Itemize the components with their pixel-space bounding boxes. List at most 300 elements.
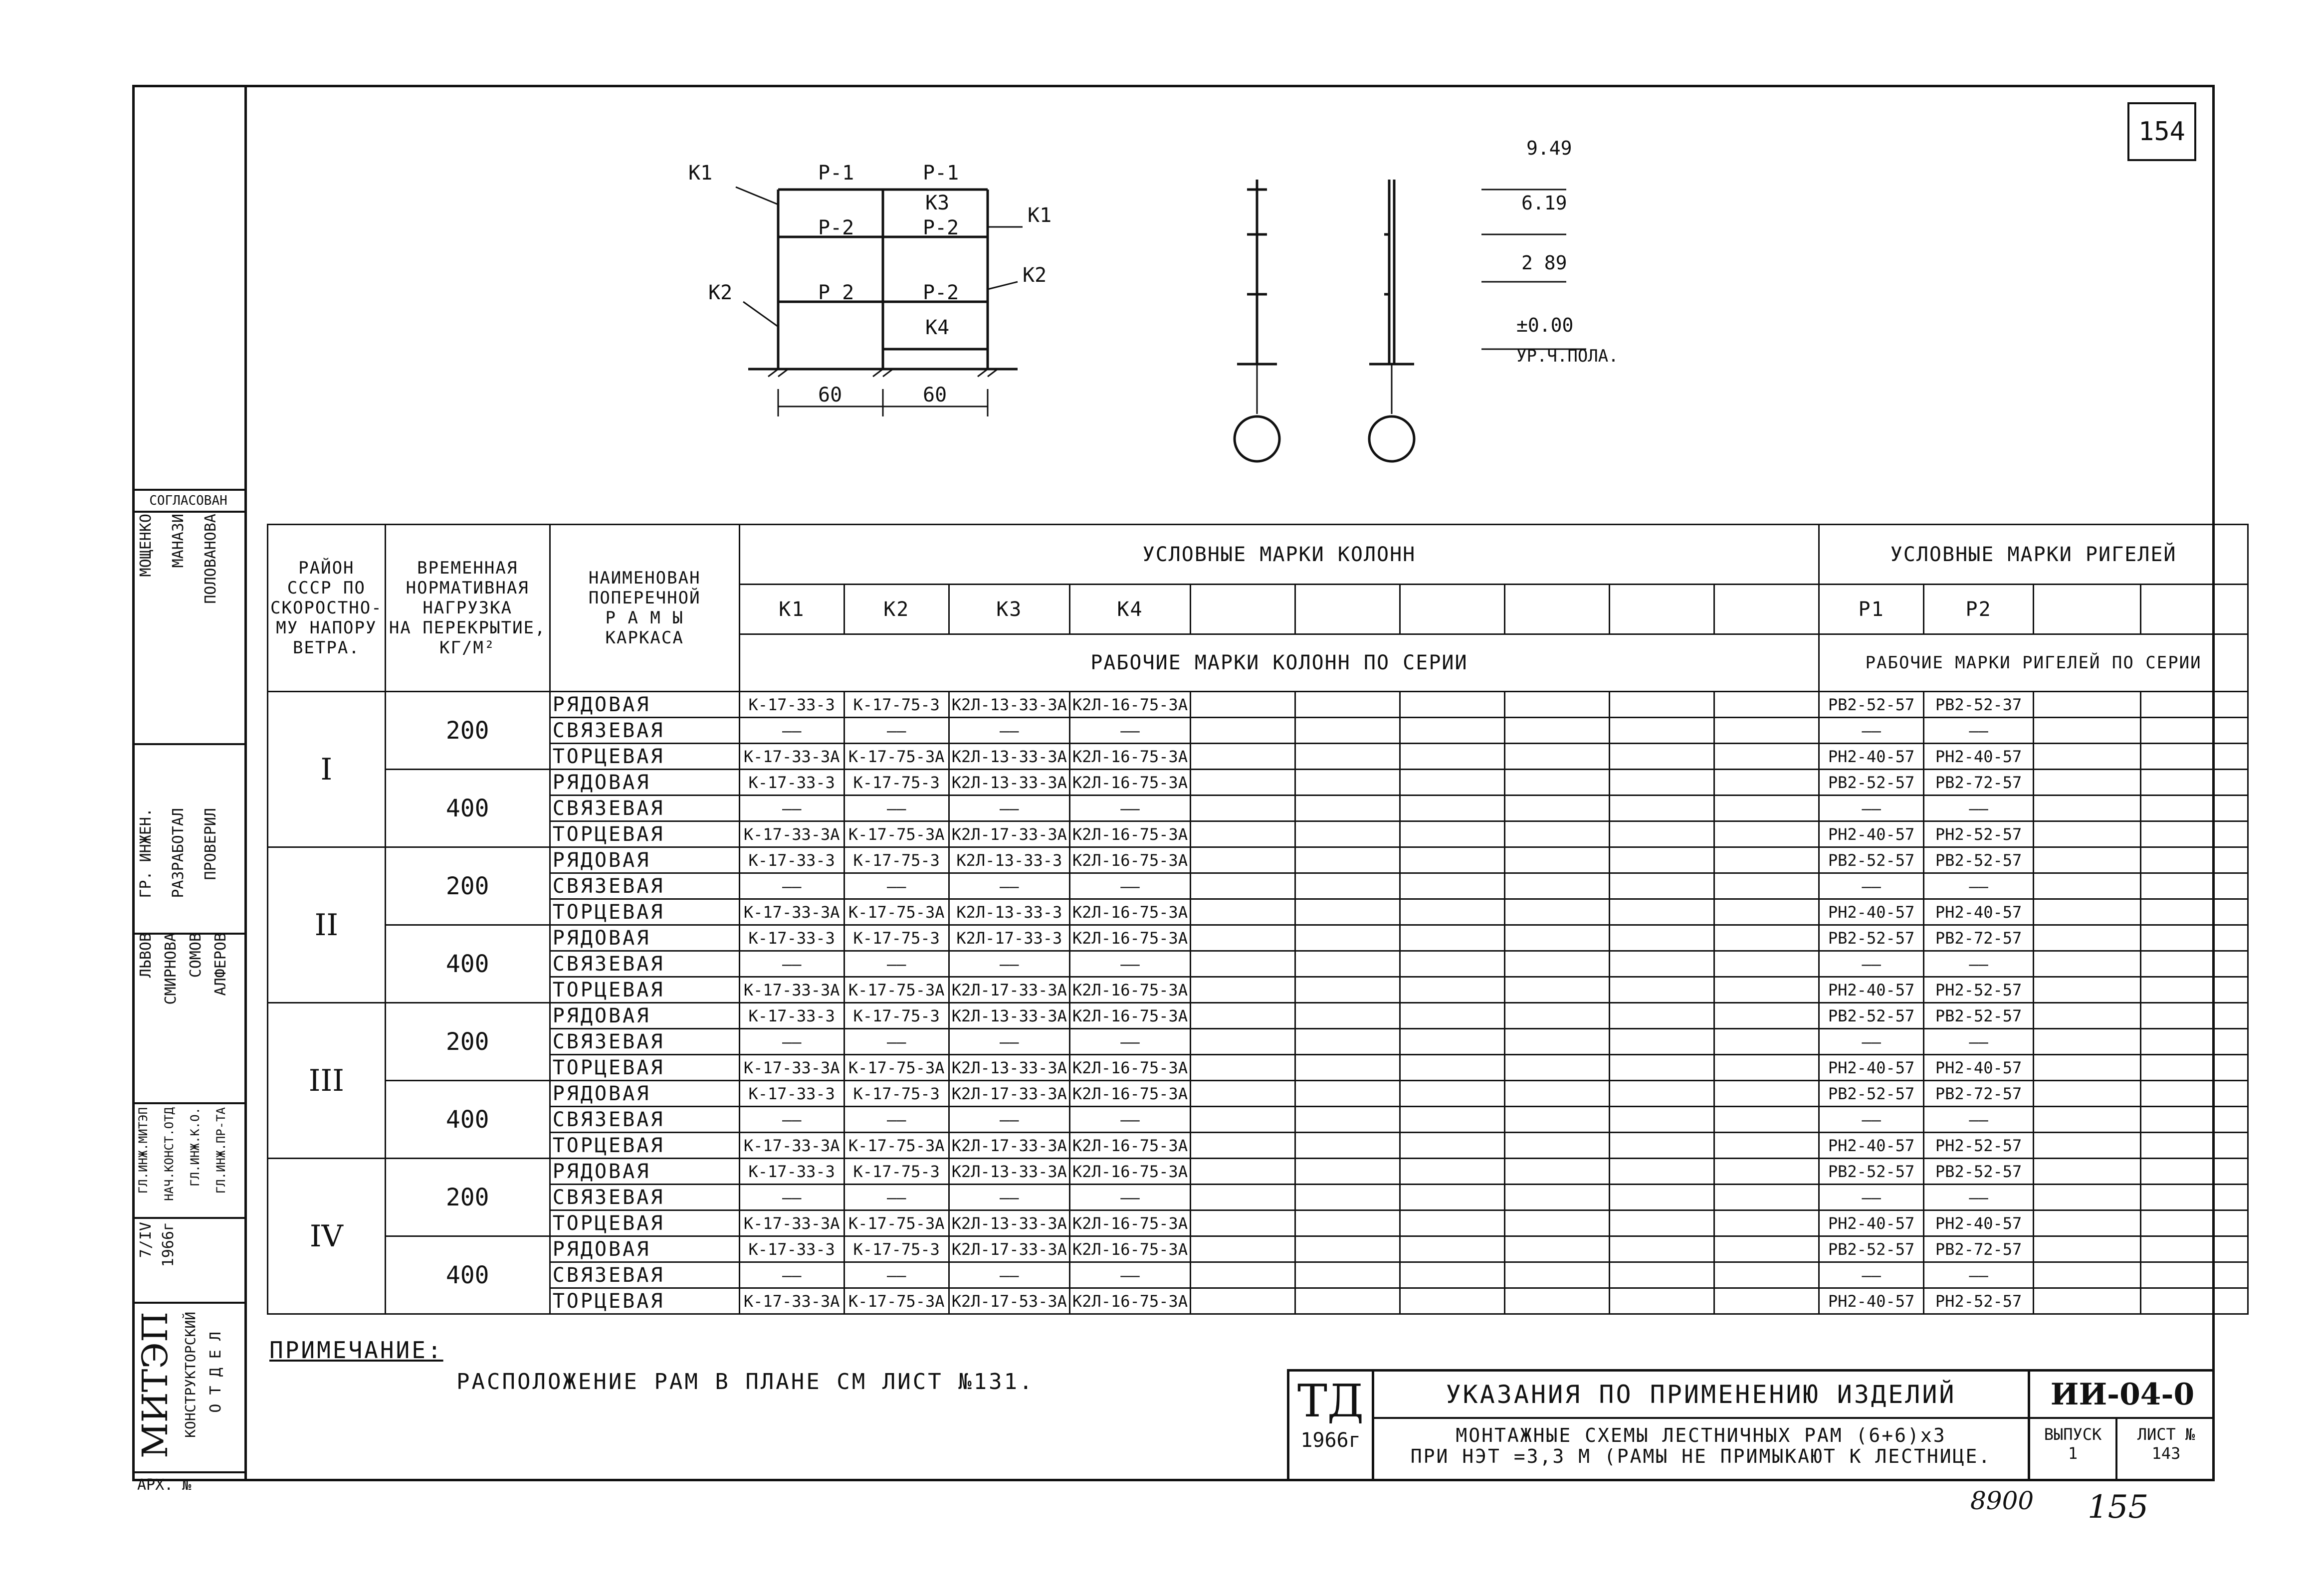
column-mark-cell: К-17-75-3 (844, 1236, 949, 1262)
beam-mark-cell: РВ2-52-57 (1819, 692, 1924, 718)
table-row (268, 770, 2248, 796)
table-row (268, 744, 2248, 770)
sidebar (132, 85, 247, 1494)
empty-cell (1714, 1262, 1819, 1288)
col-empty (1505, 585, 1610, 634)
document-title: УКАЗАНИЯ ПО ПРИМЕНЕНИЮ ИЗДЕЛИЙ (1374, 1372, 2028, 1419)
empty-cell (2141, 873, 2248, 899)
empty-cell (1714, 1133, 1819, 1159)
empty-cell (1400, 1133, 1505, 1159)
empty-cell (1714, 1236, 1819, 1262)
empty-cell (1295, 692, 1400, 718)
table-row (268, 1185, 2248, 1210)
load-cell: 400 (385, 1236, 550, 1314)
load-cell: 200 (385, 1159, 550, 1236)
label-r2-b: Р-2 (923, 216, 959, 239)
empty-cell (1400, 1159, 1505, 1185)
column-mark-cell: —— (739, 796, 844, 821)
load-cell: 200 (385, 1003, 550, 1081)
column-mark-cell: —— (844, 873, 949, 899)
empty-cell (1191, 1185, 1295, 1210)
column-mark-cell: К-17-75-3А (844, 1288, 949, 1314)
dept-name: КОНСТРУКТОРСКИЙ (182, 1312, 199, 1438)
signatory-2: МАНАЗИ (170, 514, 187, 568)
empty-cell (1191, 925, 1295, 951)
empty-cell (1295, 770, 1400, 796)
column-mark-cell: К2Л-17-33-3А (949, 1236, 1069, 1262)
signatory-3: ПОЛОВАНОВА (202, 514, 219, 604)
empty-cell (1610, 1133, 1714, 1159)
beam-mark-cell: РН2-40-57 (1819, 977, 1924, 1003)
column-mark-cell: К-17-33-3А (739, 899, 844, 925)
role-top-2: РАЗРАБОТАЛ (170, 808, 187, 898)
org-name: МИТЭП (135, 1312, 176, 1459)
table-row (268, 1159, 2248, 1185)
frame-type-cell: ТОРЦЕВАЯ (550, 1133, 739, 1159)
empty-cell (1714, 1288, 1819, 1314)
empty-cell (1295, 951, 1400, 977)
table-row (268, 796, 2248, 821)
empty-cell (1400, 692, 1505, 718)
name-3: СОМОВ (187, 933, 205, 978)
beam-mark-cell: РВ2-72-57 (1924, 925, 2034, 951)
empty-cell (1714, 1003, 1819, 1029)
empty-cell (2141, 796, 2248, 821)
empty-cell (1714, 1029, 1819, 1055)
region-cell: III (268, 1003, 386, 1159)
empty-cell (2034, 1029, 2141, 1055)
beam-mark-cell: РН2-52-57 (1924, 977, 2034, 1003)
column-mark-cell: —— (949, 718, 1069, 744)
empty-cell (2034, 899, 2141, 925)
empty-cell (1191, 1159, 1295, 1185)
table-body (268, 692, 2248, 1314)
empty-cell (1191, 873, 1295, 899)
col-empty (1400, 585, 1505, 634)
frame-type-cell: ТОРЦЕВАЯ (550, 977, 739, 1003)
beam-mark-cell: РВ2-52-57 (1819, 1236, 1924, 1262)
empty-cell (1714, 821, 1819, 847)
page-number: 154 (2127, 102, 2196, 161)
col-k3: К3 (949, 585, 1069, 634)
issue-cell (2028, 1419, 2117, 1481)
empty-cell (1505, 899, 1610, 925)
empty-cell (1191, 692, 1295, 718)
empty-cell (2141, 821, 2248, 847)
empty-cell (1295, 925, 1400, 951)
empty-cell (1295, 1133, 1400, 1159)
table-row (268, 925, 2248, 951)
column-mark-cell: К2Л-16-75-3А (1069, 1055, 1190, 1081)
empty-cell (1610, 1288, 1714, 1314)
column-mark-cell: К-17-75-3 (844, 925, 949, 951)
column-mark-cell: К2Л-17-53-3А (949, 1288, 1069, 1314)
empty-cell (1295, 1288, 1400, 1314)
column-mark-cell: К2Л-13-33-3А (949, 770, 1069, 796)
empty-cell (1191, 744, 1295, 770)
empty-cell (1610, 1055, 1714, 1081)
empty-cell (2034, 873, 2141, 899)
column-mark-cell: —— (1069, 718, 1190, 744)
empty-cell (1400, 1185, 1505, 1210)
table-row (268, 1210, 2248, 1236)
column-mark-cell: —— (844, 1185, 949, 1210)
date-cell (132, 1217, 244, 1304)
column-mark-cell: —— (949, 873, 1069, 899)
frame-type-cell: СВЯЗЕВАЯ (550, 873, 739, 899)
table-row (268, 873, 2248, 899)
table-row (268, 692, 2248, 718)
subtitle-line-1: МОНТАЖНЫЕ СХЕМЫ ЛЕСТНИЧНЫХ РАМ (6+6)х3 (1456, 1424, 1946, 1446)
document-code: ИИ-04-0 (2028, 1372, 2215, 1419)
beam-mark-cell: —— (1924, 796, 2034, 821)
column-mark-cell: —— (739, 1185, 844, 1210)
level-3: 2 89 (1521, 252, 1567, 274)
region-cell: I (268, 692, 386, 847)
empty-cell (1191, 1210, 1295, 1236)
empty-cell (2141, 1055, 2248, 1081)
column-mark-cell: К2Л-16-75-3А (1069, 925, 1190, 951)
beam-mark-cell: —— (1819, 1107, 1924, 1133)
column-mark-cell: —— (739, 1107, 844, 1133)
td-mark: ТД (1297, 1375, 1364, 1427)
sheet-cell (2117, 1419, 2215, 1481)
empty-cell (1400, 873, 1505, 899)
level-1: 9.49 (1526, 137, 1572, 159)
empty-cell (1191, 1288, 1295, 1314)
column-mark-cell: К-17-33-3 (739, 1236, 844, 1262)
beam-mark-cell: РВ2-52-57 (1819, 1159, 1924, 1185)
empty-cell (1505, 1081, 1610, 1107)
load-cell: 200 (385, 847, 550, 925)
table-row (268, 1288, 2248, 1314)
beam-mark-cell: —— (1924, 1262, 2034, 1288)
empty-cell (1714, 899, 1819, 925)
agreed-label: СОГЛАСОВАН (132, 489, 244, 513)
col-empty (2141, 585, 2248, 634)
empty-cell (1714, 925, 1819, 951)
empty-cell (2141, 1081, 2248, 1107)
td-year: 1966г (1300, 1429, 1361, 1452)
column-mark-cell: —— (949, 1185, 1069, 1210)
load-cell: 400 (385, 770, 550, 847)
archive-number: АРХ. № (137, 1476, 192, 1494)
empty-cell (1191, 1029, 1295, 1055)
empty-cell (1714, 1055, 1819, 1081)
empty-cell (1505, 977, 1610, 1003)
empty-cell (2141, 1210, 2248, 1236)
empty-cell (1191, 796, 1295, 821)
sheet-value: 143 (2151, 1444, 2181, 1463)
empty-cell (2141, 951, 2248, 977)
column-mark-cell: К-17-33-3 (739, 692, 844, 718)
empty-cell (1610, 951, 1714, 977)
table-row (268, 1055, 2248, 1081)
column-mark-cell: К2Л-16-75-3А (1069, 1236, 1190, 1262)
table-row (268, 1003, 2248, 1029)
empty-cell (1610, 821, 1714, 847)
empty-cell (1610, 718, 1714, 744)
frame-type-cell: СВЯЗЕВАЯ (550, 1262, 739, 1288)
column-mark-cell: К2Л-13-33-3А (949, 744, 1069, 770)
empty-cell (1400, 1210, 1505, 1236)
column-mark-cell: К2Л-16-75-3А (1069, 847, 1190, 873)
empty-cell (2034, 692, 2141, 718)
column-mark-cell: К2Л-13-33-3 (949, 899, 1069, 925)
level-2: 6.19 (1521, 192, 1567, 214)
column-mark-cell: К2Л-16-75-3А (1069, 1288, 1190, 1314)
column-mark-cell: К-17-75-3 (844, 692, 949, 718)
beam-mark-cell: РН2-40-57 (1819, 1133, 1924, 1159)
dept-name-2: О Т Д Е Л (207, 1332, 224, 1413)
frame-type-cell: РЯДОВАЯ (550, 1003, 739, 1029)
frame-type-cell: ТОРЦЕВАЯ (550, 1210, 739, 1236)
beam-mark-cell: РВ2-52-37 (1924, 692, 2034, 718)
table-row (268, 821, 2248, 847)
table-row (268, 1262, 2248, 1288)
region-cell: II (268, 847, 386, 1003)
empty-cell (1505, 1288, 1610, 1314)
header-columns: УСЛОВНЫЕ МАРКИ КОЛОНН (739, 525, 1819, 585)
empty-cell (2141, 1262, 2248, 1288)
empty-cell (1295, 1262, 1400, 1288)
frame-type-cell: ТОРЦЕВАЯ (550, 1055, 739, 1081)
empty-cell (1295, 1029, 1400, 1055)
empty-cell (2141, 1003, 2248, 1029)
column-mark-cell: —— (739, 1262, 844, 1288)
document-subtitle (1374, 1419, 2028, 1481)
label-r2-a: Р-2 (818, 216, 854, 239)
empty-cell (2034, 718, 2141, 744)
column-mark-cell: К2Л-16-75-3А (1069, 744, 1190, 770)
empty-cell (2034, 1262, 2141, 1288)
table-row (268, 1236, 2248, 1262)
column-mark-cell: —— (844, 1262, 949, 1288)
column-mark-cell: К2Л-13-33-3А (949, 692, 1069, 718)
table-row (268, 1029, 2248, 1055)
col-empty (1191, 585, 1295, 634)
empty-cell (1505, 951, 1610, 977)
empty-cell (1191, 977, 1295, 1003)
column-mark-cell: К-17-75-3А (844, 1055, 949, 1081)
beam-mark-cell: РН2-40-57 (1924, 1210, 2034, 1236)
empty-cell (1610, 1107, 1714, 1133)
column-mark-cell: —— (1069, 1107, 1190, 1133)
column-mark-cell: К-17-75-3А (844, 1133, 949, 1159)
note-text: РАСПОЛОЖЕНИЕ РАМ В ПЛАНЕ СМ ЛИСТ №131. (456, 1369, 1035, 1395)
empty-cell (1400, 977, 1505, 1003)
table-row (268, 1107, 2248, 1133)
column-mark-cell: К2Л-16-75-3А (1069, 1081, 1190, 1107)
column-mark-cell: —— (949, 1029, 1069, 1055)
frame-type-cell: СВЯЗЕВАЯ (550, 718, 739, 744)
load-cell: 400 (385, 925, 550, 1003)
header-beams-work: РАБОЧИЕ МАРКИ РИГЕЛЕЙ ПО СЕРИИ (1819, 634, 2248, 692)
names-cell (132, 933, 244, 1104)
name-2: СМИРНОВА (162, 933, 180, 1005)
empty-cell (2034, 925, 2141, 951)
empty-cell (1400, 796, 1505, 821)
empty-cell (1191, 1107, 1295, 1133)
column-mark-cell: К2Л-16-75-3А (1069, 899, 1190, 925)
col-k1: К1 (739, 585, 844, 634)
signatory-1: МОЩЕНКО (137, 514, 155, 577)
span-1: 60 (818, 384, 842, 406)
column-mark-cell: —— (739, 873, 844, 899)
empty-cell (2141, 692, 2248, 718)
beam-mark-cell: —— (1924, 718, 2034, 744)
empty-cell (2034, 847, 2141, 873)
empty-cell (1714, 770, 1819, 796)
empty-cell (2141, 899, 2248, 925)
level-4: ±0.00 (1516, 314, 1574, 336)
empty-cell (1505, 925, 1610, 951)
name-1: ЛЬВОВ (137, 933, 155, 978)
column-mark-cell: К2Л-16-75-3А (1069, 1003, 1190, 1029)
col-r2: Р2 (1924, 585, 2034, 634)
col-k2: К2 (844, 585, 949, 634)
empty-cell (1714, 1210, 1819, 1236)
column-mark-cell: К-17-33-3А (739, 977, 844, 1003)
beam-mark-cell: —— (1819, 796, 1924, 821)
empty-cell (1610, 847, 1714, 873)
column-mark-cell: —— (844, 1029, 949, 1055)
column-mark-cell: —— (844, 951, 949, 977)
empty-cell (1191, 847, 1295, 873)
column-mark-cell: К2Л-17-33-3 (949, 925, 1069, 951)
frame-type-cell: РЯДОВАЯ (550, 847, 739, 873)
empty-cell (1610, 925, 1714, 951)
beam-mark-cell: РВ2-52-57 (1819, 847, 1924, 873)
column-mark-cell: К2Л-13-33-3А (949, 1003, 1069, 1029)
empty-cell (1714, 1185, 1819, 1210)
column-mark-cell: К-17-33-3А (739, 821, 844, 847)
frame-type-cell: РЯДОВАЯ (550, 925, 739, 951)
role-bottom-4: ГЛ.ИНЖ.ПР-ТА (214, 1107, 228, 1194)
empty-cell (1610, 1262, 1714, 1288)
empty-cell (2034, 1236, 2141, 1262)
empty-cell (1610, 770, 1714, 796)
label-r1-b: Р-1 (923, 162, 959, 185)
column-mark-cell: —— (949, 796, 1069, 821)
column-mark-cell: К2Л-16-75-3А (1069, 770, 1190, 796)
subtitle-line-2: ПРИ НЭТ =3,3 М (РАМЫ НЕ ПРИМЫКАЮТ К ЛЕСТНИЦЕ. (1410, 1445, 1992, 1467)
empty-cell (1505, 744, 1610, 770)
beam-mark-cell: —— (1819, 718, 1924, 744)
column-mark-cell: —— (1069, 796, 1190, 821)
span-2: 60 (923, 384, 947, 406)
label-k4: К4 (925, 316, 950, 339)
empty-cell (1400, 1029, 1505, 1055)
date-day: 7/IV (137, 1222, 155, 1258)
empty-cell (1295, 1003, 1400, 1029)
td-cell (1289, 1372, 1374, 1481)
empty-cell (1191, 1055, 1295, 1081)
column-mark-cell: —— (844, 718, 949, 744)
beam-mark-cell: РВ2-72-57 (1924, 1236, 2034, 1262)
empty-cell (1295, 1081, 1400, 1107)
empty-cell (1610, 1210, 1714, 1236)
empty-cell (2034, 770, 2141, 796)
empty-cell (2141, 847, 2248, 873)
column-mark-cell: К-17-75-3 (844, 770, 949, 796)
empty-cell (1714, 873, 1819, 899)
empty-cell (1610, 692, 1714, 718)
column-mark-cell: К-17-75-3А (844, 1210, 949, 1236)
note-title: ПРИМЕЧАНИЕ: (269, 1337, 443, 1364)
empty-cell (1295, 1055, 1400, 1081)
beam-mark-cell: РВ2-52-57 (1819, 925, 1924, 951)
empty-cell (1505, 1262, 1610, 1288)
empty-cell (2034, 796, 2141, 821)
column-mark-cell: К-17-33-3 (739, 847, 844, 873)
empty-cell (1610, 1003, 1714, 1029)
column-mark-cell: —— (1069, 951, 1190, 977)
empty-cell (1191, 951, 1295, 977)
column-mark-cell: К-17-75-3 (844, 1003, 949, 1029)
empty-cell (1610, 1185, 1714, 1210)
beam-mark-cell: РН2-40-57 (1924, 1055, 2034, 1081)
load-cell: 400 (385, 1081, 550, 1159)
beam-mark-cell: РН2-40-57 (1819, 899, 1924, 925)
table-row (268, 847, 2248, 873)
empty-cell (1400, 718, 1505, 744)
table-row (268, 1081, 2248, 1107)
empty-cell (1610, 977, 1714, 1003)
beam-mark-cell: РН2-40-57 (1924, 744, 2034, 770)
column-mark-cell: К2Л-16-75-3А (1069, 1133, 1190, 1159)
empty-cell (1505, 1107, 1610, 1133)
empty-cell (1295, 796, 1400, 821)
empty-cell (2034, 1055, 2141, 1081)
beam-mark-cell: —— (1924, 1185, 2034, 1210)
empty-cell (1610, 899, 1714, 925)
empty-cell (1295, 1236, 1400, 1262)
beam-mark-cell: —— (1819, 951, 1924, 977)
empty-cell (1191, 718, 1295, 744)
empty-cell (1714, 796, 1819, 821)
empty-cell (1191, 770, 1295, 796)
column-mark-cell: —— (949, 1107, 1069, 1133)
empty-cell (1714, 1107, 1819, 1133)
empty-cell (1505, 1133, 1610, 1159)
label-r2-d: Р-2 (923, 281, 959, 304)
column-mark-cell: К-17-75-3А (844, 899, 949, 925)
frame-type-cell: ТОРЦЕВАЯ (550, 744, 739, 770)
frame-type-cell: РЯДОВАЯ (550, 1159, 739, 1185)
empty-cell (1505, 1029, 1610, 1055)
column-mark-cell: К2Л-17-33-3А (949, 1081, 1069, 1107)
empty-cell (1400, 1288, 1505, 1314)
beam-mark-cell: РН2-40-57 (1819, 1210, 1924, 1236)
empty-cell (1505, 1055, 1610, 1081)
empty-cell (1295, 744, 1400, 770)
column-mark-cell: К-17-33-3А (739, 1055, 844, 1081)
empty-cell (2141, 770, 2248, 796)
col-empty (1295, 585, 1400, 634)
column-mark-cell: К-17-33-3А (739, 1288, 844, 1314)
empty-cell (1400, 770, 1505, 796)
column-mark-cell: К-17-33-3А (739, 1210, 844, 1236)
empty-cell (2034, 744, 2141, 770)
marks-table (267, 524, 2249, 1315)
roles-bottom-cell (132, 1102, 244, 1219)
beam-mark-cell: —— (1924, 1029, 2034, 1055)
empty-cell (1714, 847, 1819, 873)
empty-cell (2034, 977, 2141, 1003)
beam-mark-cell: РВ2-52-57 (1924, 1003, 2034, 1029)
org-cell (132, 1302, 244, 1473)
